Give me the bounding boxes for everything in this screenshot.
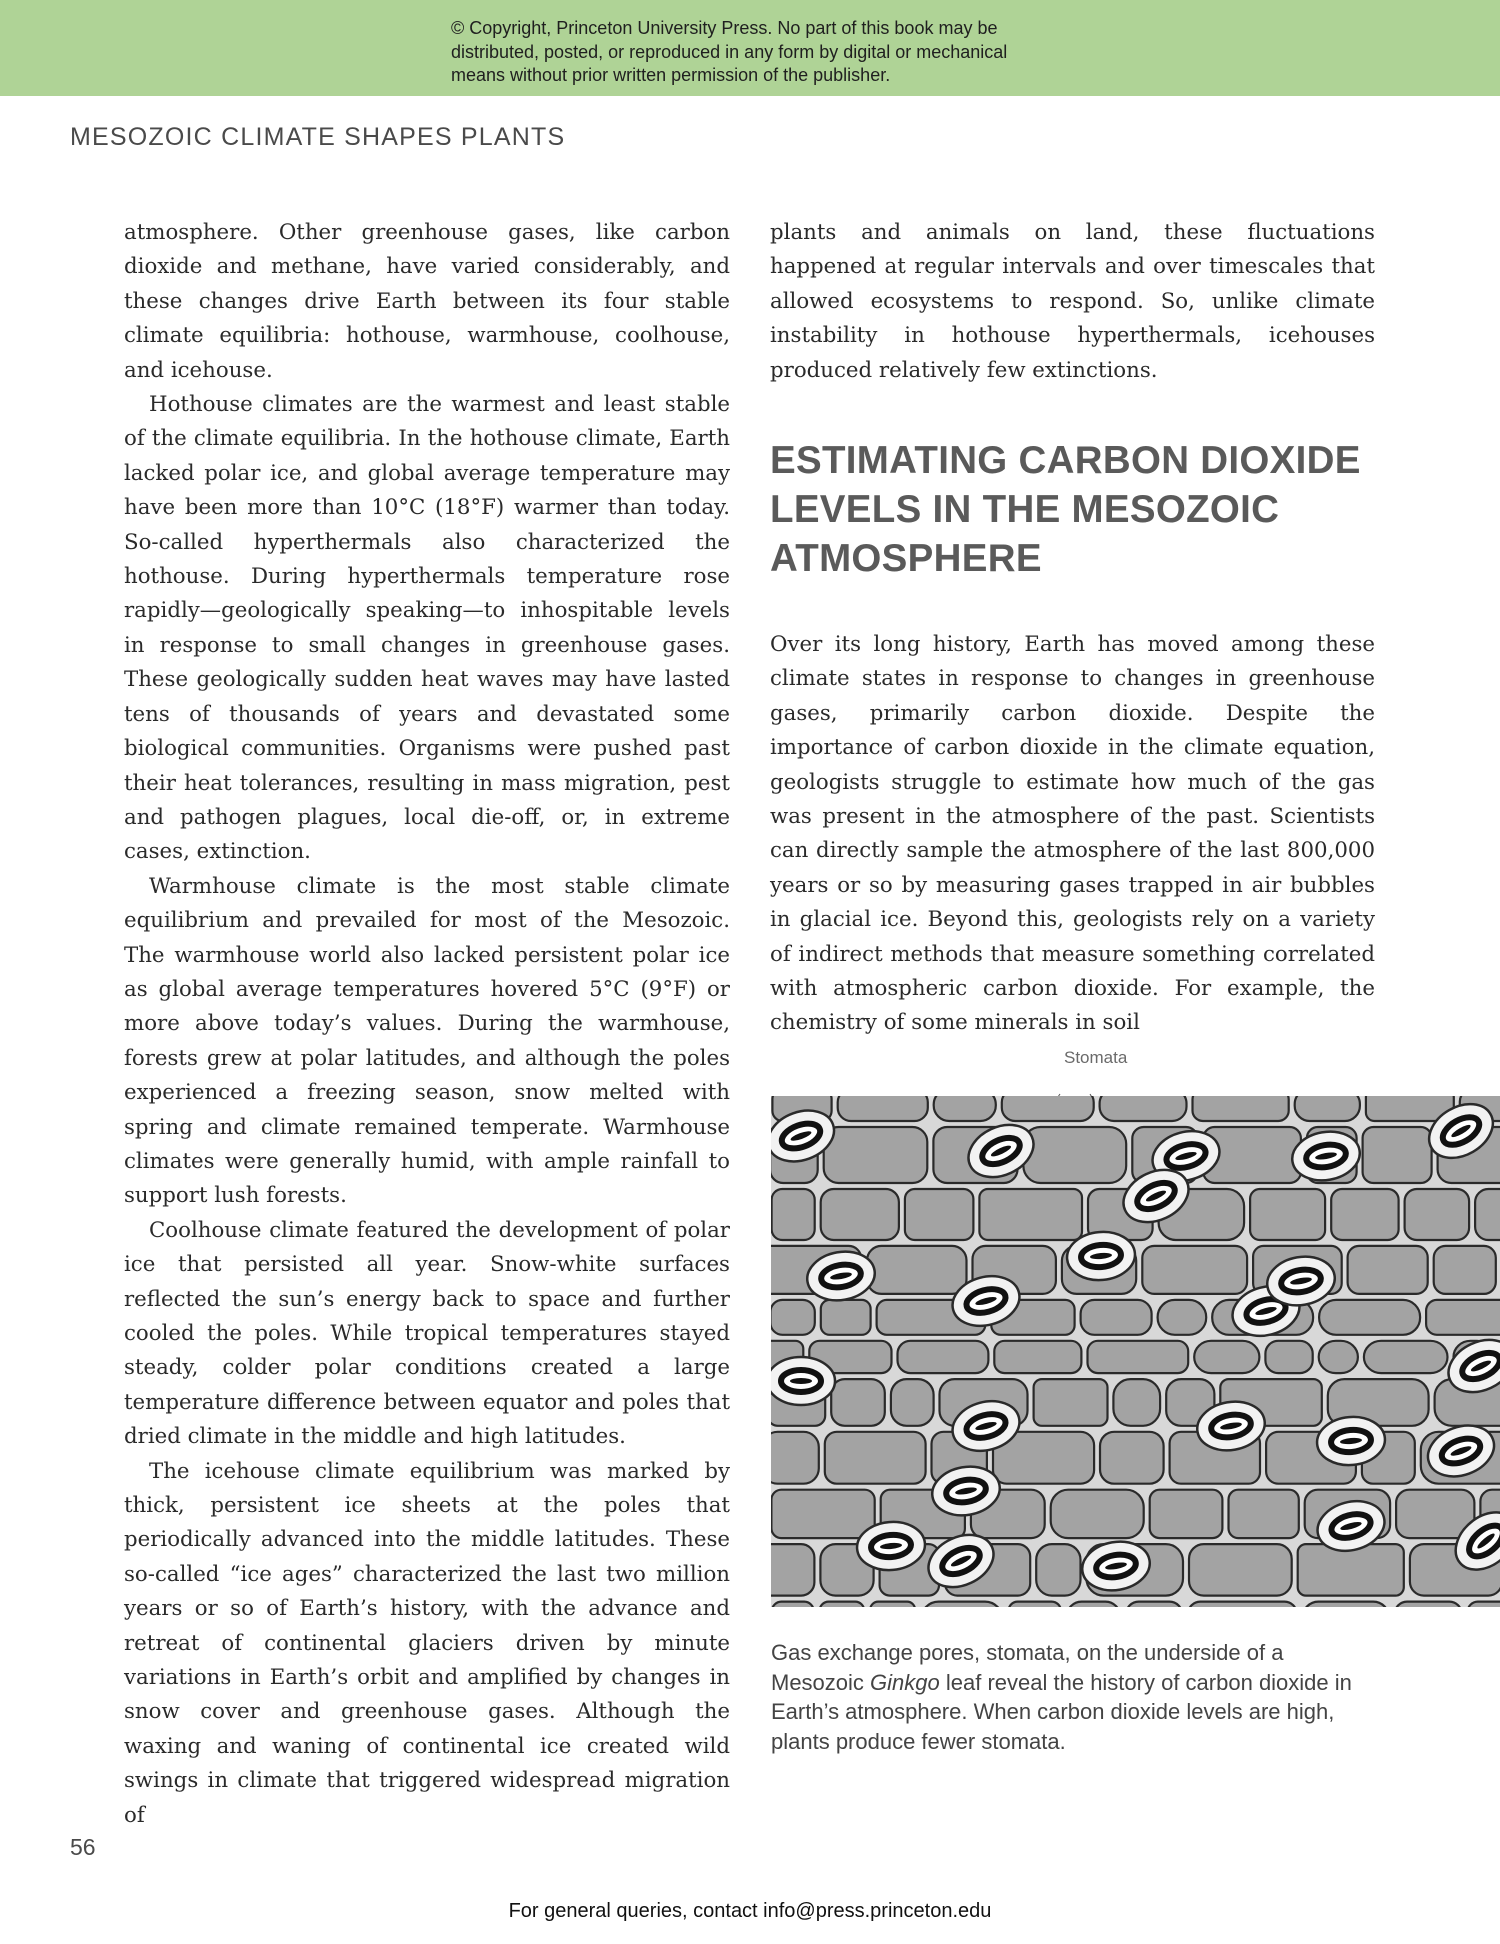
stoma bbox=[771, 1357, 835, 1405]
epidermal-cell bbox=[934, 1096, 996, 1121]
running-head: MESOZOIC CLIMATE SHAPES PLANTS bbox=[70, 123, 566, 151]
epidermal-cell bbox=[979, 1189, 1082, 1240]
caption-text: Gas exchange pores, stomata, on the underside of a Mesozoic bbox=[771, 1640, 1284, 1695]
epidermal-cell bbox=[1188, 1602, 1297, 1607]
footer-contact: For general queries, contact info@press.princeton.edu bbox=[508, 1900, 992, 1922]
epidermal-cell bbox=[1023, 1127, 1126, 1183]
paragraph: Hothouse climates are the warmest and least stable of the climate equilibria. In the hothouse climate, Earth lacked polar ice, and global average temperature may have been more than 10°C (18°F) warmer than today. So-called hyperthermals also characterized the hothouse. During hyperthermals temperature rose rapidly—geologically speaking—to inhospitable levels in response to small changes in greenhouse gases. These geologically sudden heat waves may have lasted tens of thousands of years and devastated some biological communities. Organisms were pushed past their heat tolerances, resulting in mass migration, pest and pathogen plagues, local die-off, or, in extreme cases, extinction. bbox=[124, 392, 730, 865]
epidermal-cell bbox=[1331, 1189, 1398, 1240]
epidermal-cell bbox=[891, 1379, 934, 1426]
epidermal-cell bbox=[1194, 1341, 1259, 1373]
epidermal-cell bbox=[905, 1189, 974, 1240]
epidermal-cell bbox=[821, 1300, 871, 1335]
paragraph: plants and animals on land, these fluctuations happened at regular intervals and over timescales that allowed ecosystems to respond. So, unlike climate instability in hothouse hyperthermals, icehouses produced relatively few extinctions. bbox=[770, 220, 1375, 383]
paragraph: Over its long history, Earth has moved among these climate states in response to changes in greenhouse gases, primarily carbon dioxide. Despite the importance of carbon dioxide in the climate equation, geologists struggle to estimate how much of the gas was present in the atmosphere of the past. Scientists can directly sample the atmosphere of the last 800,000 years or so by measuring gases trapped in air bubbles in glacial ice. Beyond this, geologists rely on a variety of indirect methods that measure something correlated with atmospheric carbon dioxide. For example, the chemistry of some minerals in soil bbox=[770, 632, 1375, 1036]
figure-label: Stomata bbox=[1064, 1048, 1128, 1067]
epidermal-cell bbox=[824, 1127, 928, 1183]
epidermal-cell bbox=[1088, 1341, 1189, 1373]
epidermal-cell bbox=[1158, 1300, 1207, 1335]
epidermal-cell bbox=[1364, 1341, 1448, 1373]
heading-line: ESTIMATING CARBON DIOXIDE bbox=[770, 439, 1361, 482]
epidermal-cell bbox=[1100, 1096, 1187, 1121]
epidermal-cell bbox=[1142, 1246, 1247, 1294]
epidermal-cell bbox=[1295, 1096, 1360, 1121]
epidermal-cell bbox=[1126, 1602, 1182, 1607]
copyright-line: means without prior written permission of the publisher. bbox=[451, 65, 891, 85]
epidermal-cell bbox=[1303, 1602, 1389, 1607]
epidermal-cell bbox=[1250, 1189, 1325, 1240]
epidermal-cell bbox=[1434, 1246, 1496, 1294]
epidermal-cell bbox=[1468, 1602, 1500, 1607]
caption-text: leaf reveal the history of carbon dioxide in Earth’s atmosphere. When carbon dioxide levels are high, plants produce fewer stomata. bbox=[771, 1669, 1352, 1754]
epidermal-cell bbox=[1348, 1246, 1428, 1294]
epidermal-cell bbox=[994, 1341, 1081, 1373]
paragraph: Coolhouse climate featured the development of polar ice that persisted all year. Snow-white surfaces reflected the sun’s energy back to space and further cooled the poles. While tropical temperatures stayed steady, colder polar conditions created a large temperature difference between equator and poles that dried climate in the middle and high latitudes. bbox=[124, 1217, 730, 1450]
epidermal-cell bbox=[1319, 1341, 1358, 1373]
epidermal-cell bbox=[1395, 1602, 1462, 1607]
epidermal-cell bbox=[1051, 1490, 1144, 1538]
epidermal-cell bbox=[867, 1246, 966, 1294]
page-number: 56 bbox=[70, 1834, 96, 1860]
paragraph: The icehouse climate equilibrium was marked by thick, persistent ice sheets at the poles that periodically advanced into the middle latitudes. These so-called “ice ages” characterized the last two million years or so of Earth’s history, with the advance and retreat of continental glaciers driven by minute variations in Earth’s orbit and amplified by changes in snow cover and greenhouse gases. Although the waxing and waning of continental ice created wild swings in climate that triggered widespread migration of bbox=[124, 1458, 730, 1828]
epidermal-cell bbox=[772, 1189, 815, 1240]
epidermal-cell bbox=[1189, 1544, 1292, 1596]
epidermal-cell bbox=[898, 1341, 989, 1373]
epidermal-cell bbox=[1319, 1300, 1420, 1335]
paragraph: Warmhouse climate is the most stable climate equilibrium and prevailed for most of the Mesozoic. The warmhouse world also lacked persistent polar ice as global average temperatures hovered 5°C (9°F) or more above today’s values. During the warmhouse, forests grew at polar latitudes, and although the poles experienced a freezing season, snow melted with spring and climate remained temperate. Warmhouse climates were generally humid, with ample rainfall to support lush forests. bbox=[124, 873, 730, 1209]
epidermal-cell bbox=[771, 1490, 874, 1538]
epidermal-cell bbox=[1036, 1544, 1080, 1596]
epidermal-cell bbox=[1067, 1602, 1120, 1607]
epidermal-cell bbox=[1363, 1127, 1432, 1183]
copyright-line: distributed, posted, or reproduced in any form by digital or mechanical bbox=[451, 41, 1008, 62]
epidermal-cell bbox=[1426, 1300, 1500, 1335]
epidermal-cell bbox=[1193, 1096, 1289, 1121]
caption-genus: Ginkgo bbox=[870, 1669, 940, 1695]
heading-line: ATMOSPHERE bbox=[770, 537, 1042, 580]
epidermal-cell bbox=[825, 1432, 926, 1484]
epidermal-cell bbox=[771, 1544, 814, 1596]
epidermal-cell bbox=[1034, 1379, 1108, 1426]
epidermal-cell bbox=[1150, 1490, 1223, 1538]
paragraph: atmosphere. Other greenhouse gases, like carbon dioxide and methane, have varied considerably, and these changes drive Earth between its four stable climate equilibria: hothouse, warmhouse, coolhouse, and icehouse. bbox=[124, 220, 730, 383]
epidermal-cell bbox=[772, 1602, 814, 1607]
copyright-line: © Copyright, Princeton University Press. No part of this book may be bbox=[451, 18, 998, 38]
stomata-illustration bbox=[771, 1096, 1500, 1607]
epidermal-cell bbox=[1002, 1096, 1094, 1121]
epidermal-cell bbox=[831, 1379, 885, 1426]
epidermal-cell bbox=[1405, 1189, 1470, 1240]
epidermal-cell bbox=[1298, 1544, 1404, 1596]
heading-line: LEVELS IN THE MESOZOIC bbox=[770, 488, 1280, 531]
epidermal-cell bbox=[838, 1096, 928, 1121]
epidermal-cell bbox=[771, 1300, 815, 1335]
epidermal-cell bbox=[1265, 1341, 1312, 1373]
epidermal-cell bbox=[820, 1602, 865, 1607]
epidermal-cell bbox=[1100, 1432, 1164, 1484]
epidermal-cell bbox=[771, 1432, 819, 1484]
epidermal-cell bbox=[1009, 1602, 1061, 1607]
epidermal-cell bbox=[1475, 1189, 1500, 1240]
epidermal-cell bbox=[921, 1602, 1002, 1607]
epidermal-cell bbox=[870, 1602, 915, 1607]
figure-caption bbox=[771, 1638, 1371, 1756]
epidermal-cell bbox=[1081, 1300, 1152, 1335]
epidermal-cell bbox=[1113, 1379, 1160, 1426]
epidermal-cell bbox=[821, 1189, 899, 1240]
epidermal-cell bbox=[1229, 1490, 1299, 1538]
